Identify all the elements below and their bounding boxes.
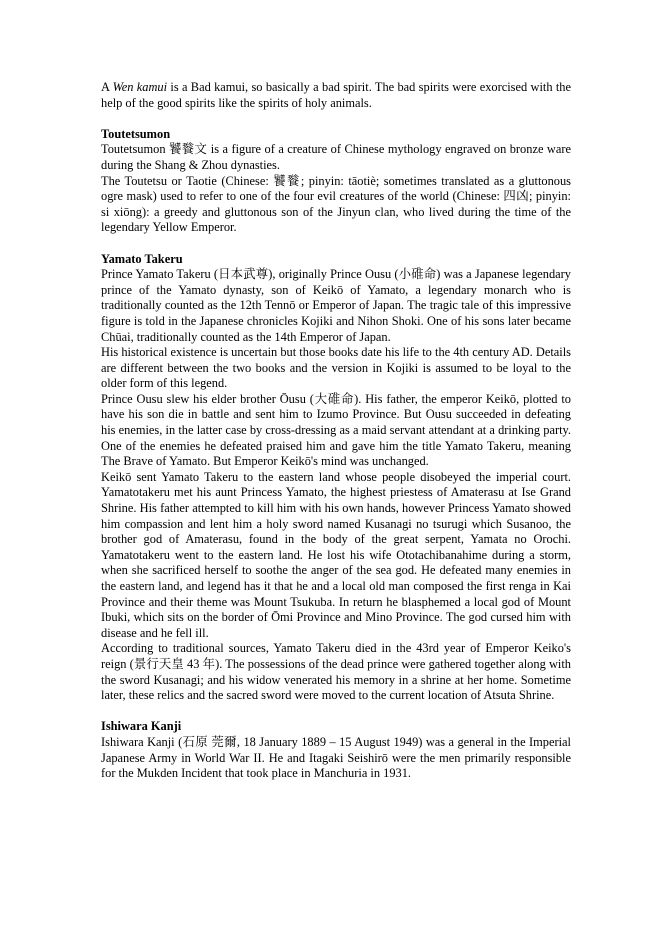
section-heading-ishiwara-kanji: Ishiwara Kanji bbox=[101, 719, 182, 734]
intro-paragraph bbox=[101, 80, 571, 111]
section-paragraph: Ishiwara Kanji (石原 莞爾, 18 January 1889 – 15 August 1949) was a general in the Imperial Japanese Army in World War II. He and Itagaki Seishirō were the men primarily responsible for the Mukden Incident that took place in Manchuria in 1931. bbox=[101, 734, 571, 781]
section-paragraph: The Toutetsu or Taotie (Chinese: 饕餮; pinyin: tāotiè; sometimes translated as a gluttonous ogre mask) used to refer to one of the four evil creatures of the world (Chinese: 四凶; pinyin: si xiōng): a greedy and gluttonous son of the Jinyun clan, who lived during the time of the legendary Yellow Emperor. bbox=[101, 173, 571, 235]
section-heading-yamato-takeru: Yamato Takeru bbox=[101, 251, 183, 266]
intro-prefix: A bbox=[101, 80, 113, 94]
section-paragraph: Prince Yamato Takeru (日本武尊), originally Prince Ousu (小碓命) was a Japanese legendary prince of the Yamato dynasty, son of Keikō of Yamato, a legendary monarch who is traditionally counted as the 12th Tennō or Emperor of Japan. The tragic tale of this impressive figure is told in the Japanese chronicles Kojiki and Nihon Shoki. One of his sons later became Chūai, traditionally counted as the 14th Emperor of Japan. bbox=[101, 267, 571, 344]
section-paragraph: According to traditional sources, Yamato Takeru died in the 43rd year of Emperor Keiko's reign (景行天皇 43 年). The possessions of the dead prince were gathered together along with the sword Kusanagi; and his widow venerated his memory in a shrine at her home. Sometime later, these relics and the sacred sword were moved to the current location of Atsuta Shrine. bbox=[101, 641, 571, 703]
document-page bbox=[101, 80, 571, 782]
section-paragraph: Toutetsumon 饕餮文 is a figure of a creature of Chinese mythology engraved on bronze ware during the Shang & Zhou dynasties. bbox=[101, 142, 571, 172]
intro-suffix: is a Bad kamui, so basically a bad spirit. The bad spirits were exorcised with the help of the good spirits like the spirits of holy animals. bbox=[101, 80, 571, 110]
section-heading-toutetsumon: Toutetsumon bbox=[101, 126, 171, 141]
section-paragraph: Keikō sent Yamato Takeru to the eastern land whose people disobeyed the imperial court. Yamatotakeru met his aunt Princess Yamato, the highest priestess of Amaterasu at Ise Grand Shrine. His father attempted to kill him with his own hands, however Princess Yamato showed him compassion and lent him a holy sword named Kusanagi no tsurugi which Susanoo, the brother god of Amaterasu, found in the body of the great serpent, Yamata no Orochi. Yamatotakeru went to the eastern land. He lost his wife Ototachibanahime during a storm, when she sacrificed herself to soothe the anger of the sea god. He defeated many enemies in the eastern land, and legend has it that he and a local old man composed the first renga in Kai Province and their theme was Mount Tsukuba. In return he blasphemed a local god of Mount Ibuki, which sits on the border of Ōmi Province and Mino Province. The god cursed him with disease and he fell ill. bbox=[101, 469, 571, 640]
section-paragraph: His historical existence is uncertain but those books date his life to the 4th century AD. Details are different between the two books and the version in Kojiki is assumed to be loyal to the older form of this legend. bbox=[101, 345, 571, 391]
wen-kamui-term: Wen kamui bbox=[112, 80, 168, 94]
section-paragraph: Prince Ousu slew his elder brother Ōusu (大碓命). His father, the emperor Keikō, plotted to have his son die in battle and sent him to Izumo Province. But Ousu succeeded in defeating his enemies, in the latter case by cross-dressing as a maid servant attendant at a drinking party. One of the enemies he defeated praised him and gave him the title Yamato Takeru, meaning The Brave of Yamato. But Emperor Keikō's mind was unchanged. bbox=[101, 391, 571, 469]
